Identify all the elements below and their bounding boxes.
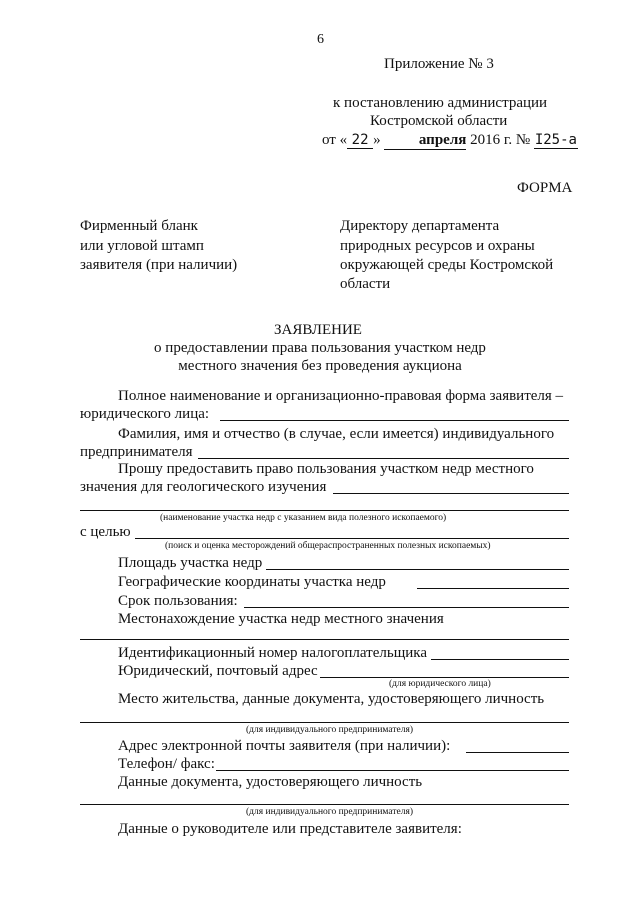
date-month: апреля	[384, 132, 466, 150]
fio-line-2: предпринимателя	[80, 444, 193, 460]
address-field[interactable]	[320, 677, 569, 678]
full-name-line-1: Полное наименование и организационно-правовая форма заявителя –	[118, 388, 564, 404]
id-doc-note: (для индивидуального предпринимателя)	[246, 807, 413, 817]
head-label: Данные о руководителе или представителе заявителя:	[118, 821, 462, 837]
purpose-field[interactable]	[135, 538, 569, 539]
site-name-note: (наименование участка недр с указанием вида полезного ископаемого)	[160, 513, 447, 523]
resolution-line-1: к постановлению администрации	[333, 95, 548, 111]
page-number: 6	[317, 32, 324, 47]
phone-label: Телефон/ факс:	[118, 756, 215, 772]
coords-field[interactable]	[417, 588, 569, 589]
left-block-line-2: или угловой штамп	[80, 238, 204, 254]
fio-field[interactable]	[198, 458, 569, 459]
address-label: Юридический, почтовый адрес	[118, 663, 318, 679]
residence-label: Место жительства, данные документа, удостоверяющего личность	[118, 691, 545, 707]
coords-label: Географические координаты участка недр	[118, 574, 386, 590]
purpose-label: с целью	[80, 524, 131, 540]
residence-field[interactable]	[80, 722, 569, 723]
doc-number: I25-а	[534, 132, 577, 148]
request-field[interactable]	[333, 493, 569, 494]
date-prefix: от «	[322, 132, 348, 148]
addressee-line-2: природных ресурсов и охраны	[340, 238, 535, 254]
resolution-line-2: Костромской области	[370, 113, 508, 129]
id-doc-label: Данные документа, удостоверяющего личность	[118, 774, 423, 790]
inn-field[interactable]	[431, 659, 569, 660]
residence-note: (для индивидуального предпринимателя)	[246, 725, 413, 735]
area-label: Площадь участка недр	[118, 555, 263, 571]
area-field[interactable]	[266, 569, 569, 570]
full-name-field[interactable]	[220, 420, 569, 421]
document-subtitle-1: о предоставлении права пользования участком недр	[154, 340, 486, 356]
left-block-line-3: заявителя (при наличии)	[80, 257, 238, 273]
request-line-1: Прошу предоставить право пользования участком недр местного	[118, 461, 534, 477]
document-subtitle-2: местного значения без проведения аукциона	[178, 358, 462, 374]
id-doc-field[interactable]	[80, 804, 569, 805]
address-note: (для юридического лица)	[389, 679, 491, 689]
appendix-label: Приложение № 3	[384, 56, 494, 72]
full-name-line-2: юридического лица:	[80, 406, 210, 422]
form-label: ФОРМА	[517, 180, 573, 196]
email-label: Адрес электронной почты заявителя (при наличии):	[118, 738, 451, 754]
email-field[interactable]	[466, 752, 569, 753]
resolution-date	[322, 132, 578, 150]
purpose-note: (поиск и оценка месторождений общераспространенных полезных ископаемых)	[165, 541, 491, 551]
fio-line-1: Фамилия, имя и отчество (в случае, если имеется) индивидуального	[118, 426, 555, 442]
addressee-line-1: Директору департамента	[340, 218, 500, 234]
site-name-field[interactable]	[80, 510, 569, 511]
addressee-line-4: области	[340, 276, 391, 292]
term-field[interactable]	[244, 607, 569, 608]
date-year: 2016 г. №	[470, 132, 531, 148]
inn-label: Идентификационный номер налогоплательщика	[118, 645, 428, 661]
location-label: Местонахождение участка недр местного значения	[118, 611, 444, 627]
document-title: ЗАЯВЛЕНИЕ	[274, 322, 362, 338]
phone-field[interactable]	[216, 770, 569, 771]
date-day: 22	[347, 132, 373, 149]
request-line-2: значения для геологического изучения	[80, 479, 327, 495]
date-mid: »	[373, 132, 381, 148]
addressee-line-3: окружающей среды Костромской	[340, 257, 554, 273]
left-block-line-1: Фирменный бланк	[80, 218, 198, 234]
location-field[interactable]	[80, 639, 569, 640]
term-label: Срок пользования:	[118, 593, 238, 609]
